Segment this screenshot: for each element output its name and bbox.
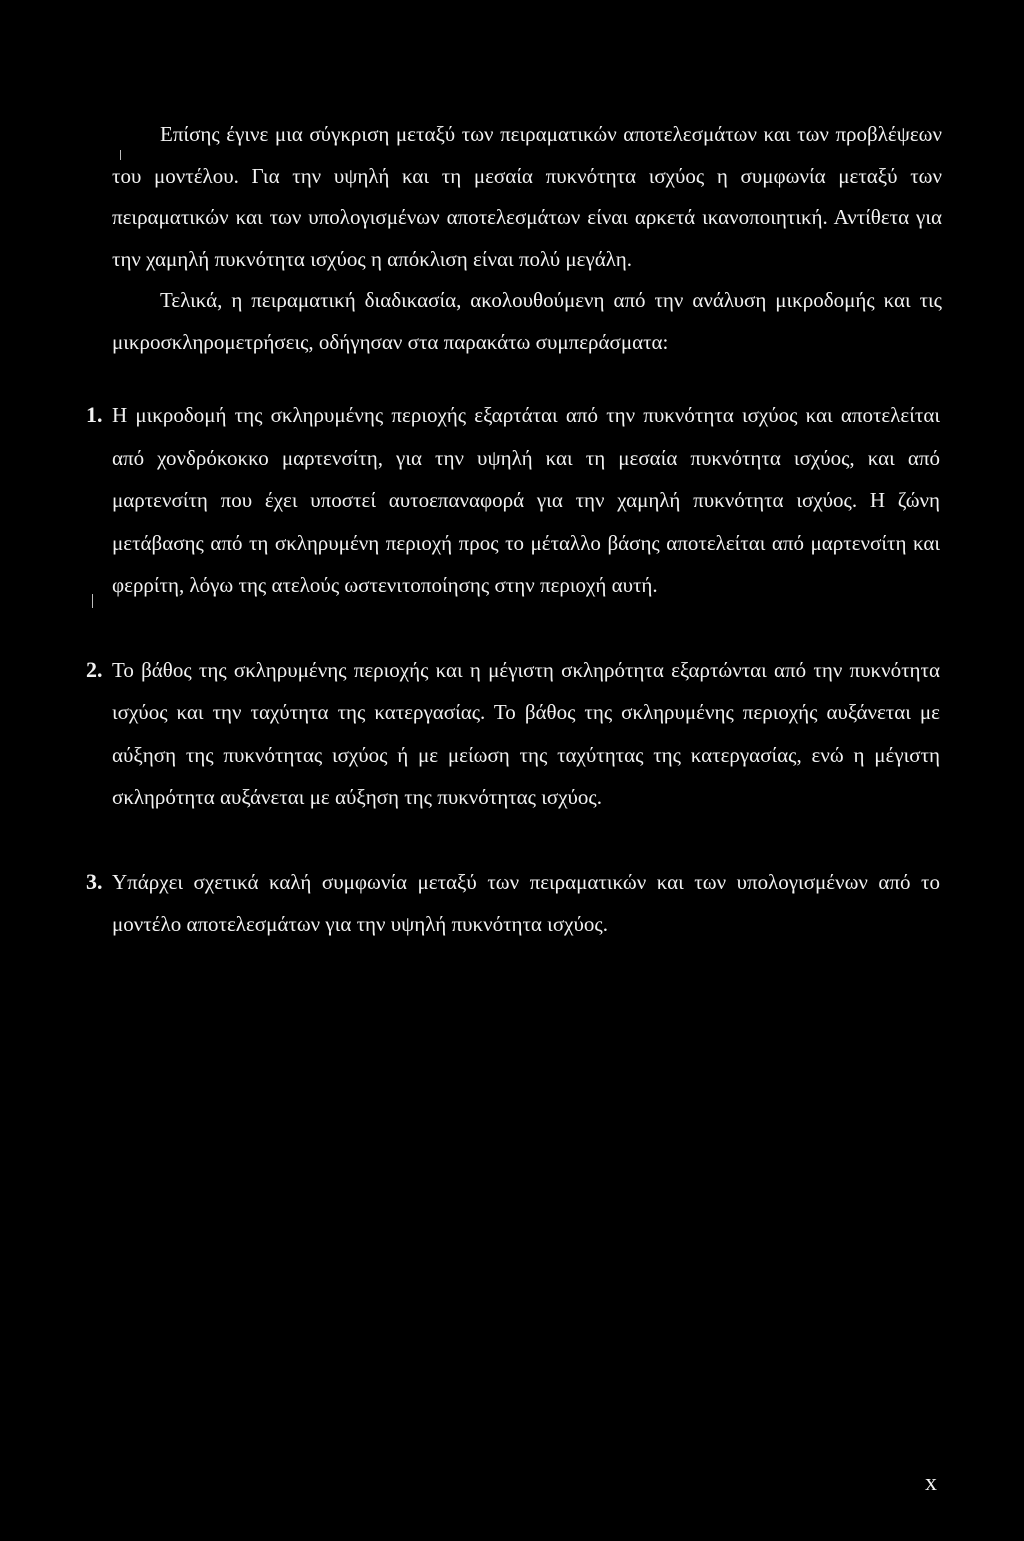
conclusion-number: 2.: [86, 656, 103, 682]
conclusion-number: 1.: [86, 402, 103, 427]
conclusion-text: Υπάρχει σχετικά καλή συμφωνία μεταξύ των πειραματικών και των υπολογισμένων από το μοντέλο αποτελεσμάτων για την υψηλή πυκνότητα ισχύος.: [112, 869, 940, 936]
intro-section: [112, 114, 942, 363]
conclusion-item: [86, 649, 940, 819]
conclusion-number: 3.: [86, 868, 103, 894]
intro-paragraph-1: Επίσης έγινε μια σύγκριση μεταξύ των πειραματικών αποτελεσμάτων και των προβλέψεων του μοντέλου. Για την υψηλή και τη μεσαία πυκνότητα ισχύος η συμφωνία μεταξύ των πειραματικών και των υπολογισμένων αποτελεσμάτων είναι αρκετά ικανοποιητική. Αντίθετα για την χαμηλή πυκνότητα ισχύος η απόκλιση είναι πολύ μεγάλη.: [112, 122, 942, 271]
conclusions-list: [86, 394, 940, 988]
intro-paragraph-2: Τελικά, η πειραματική διαδικασία, ακολουθούμενη από την ανάλυση μικροδομής και τις μικροσκληρομετρήσεις, οδήγησαν στα παρακάτω συμπεράσματα:: [112, 288, 942, 354]
conclusion-text: Το βάθος της σκληρυμένης περιοχής και η μέγιστη σκληρότητα εξαρτώνται από την πυκνότητα ισχύος και την ταχύτητα της κατεργασίας. Το βάθος της σκληρυμένης περιοχής αυξάνεται με αύξηση της πυκνότητας ισχύος ή με μείωση της ταχύτητας της κατεργασίας, ενώ η μέγιστη σκληρότητα αυξάνεται με αύξηση της πυκνότητας ισχύος.: [112, 657, 940, 809]
conclusion-text: Η μικροδομή της σκληρυμένης περιοχής εξαρτάται από την πυκνότητα ισχύος και αποτελείται από χονδρόκοκκο μαρτενσίτη, για την υψηλή και τη μεσαία πυκνότητα ισχύος, και από μαρτενσίτη που έχει υποστεί αυτοεπαναφορά για την χαμηλή πυκνότητα ισχύος. Η ζώνη μετάβασης από τη σκληρυμένη περιοχή προς το μέταλλο βάσης αποτελείται από μαρτενσίτη και φερρίτη, λόγω της ατελούς ωστενιτοποίησης στην περιοχή αυτή.: [112, 403, 940, 597]
scan-mark: [92, 594, 93, 608]
page-number: x: [925, 1470, 937, 1496]
conclusion-item: [86, 861, 940, 946]
conclusion-item: [86, 394, 940, 607]
